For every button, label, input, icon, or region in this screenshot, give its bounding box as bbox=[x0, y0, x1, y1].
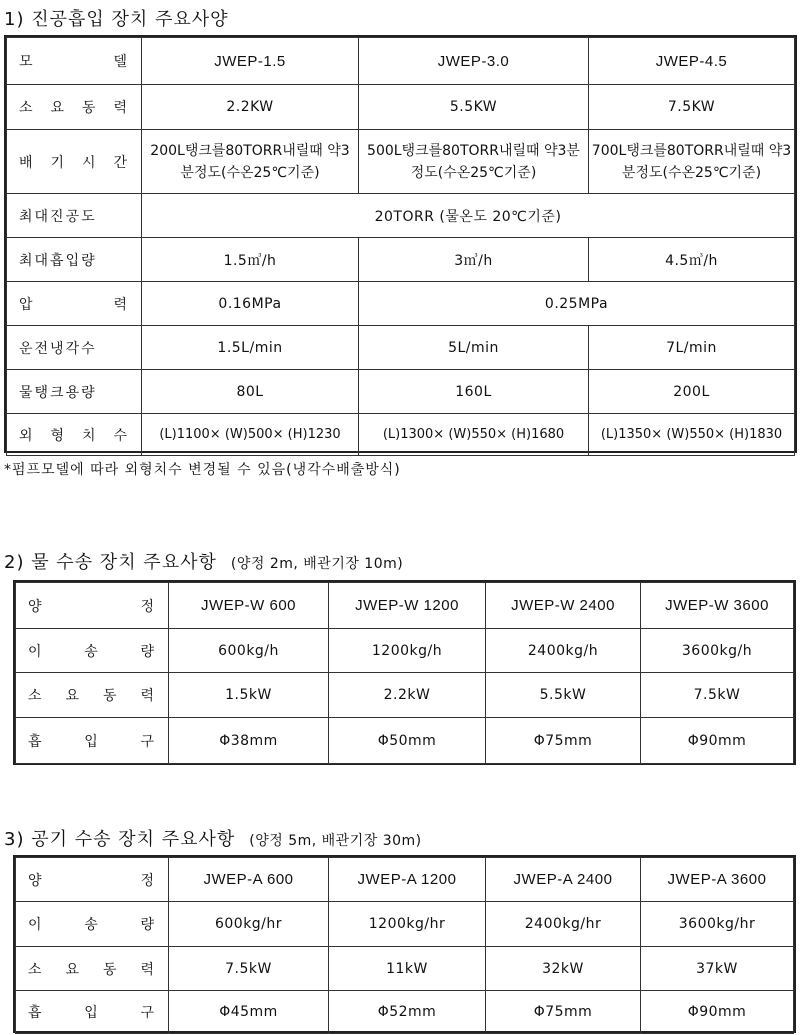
section1-title-text: 1) 진공흡입 장치 주요사양 bbox=[4, 9, 229, 30]
table-cell: 5.5kW bbox=[486, 673, 641, 718]
row-label-inlet: 흡 입 구 bbox=[16, 991, 169, 1034]
row-label-head: 양 정 bbox=[16, 858, 169, 902]
model-cell: JWEP-W 2400 bbox=[486, 583, 641, 629]
table-cell: 5L/min bbox=[359, 326, 589, 370]
table-cell: 3600kg/hr bbox=[641, 902, 794, 947]
table-cell: Φ45mm bbox=[169, 991, 329, 1034]
row-label-max-intake: 최대흡입량 bbox=[7, 238, 142, 282]
table-cell: 1.5kW bbox=[169, 673, 329, 718]
table-cell: 700L탱크를80TORR내릴때 약3분정도(수온25℃기준) bbox=[589, 130, 795, 194]
row-label-head: 양 정 bbox=[16, 583, 169, 629]
table-row bbox=[16, 991, 794, 1034]
section3-subtitle: (양정 5m, 배관기장 30m) bbox=[249, 833, 422, 849]
row-label-power: 소 요 동 력 bbox=[16, 673, 169, 718]
table-cell: Φ50mm bbox=[329, 718, 486, 764]
row-label-exhaust-time: 배 기 시 간 bbox=[7, 130, 142, 194]
table-row bbox=[16, 718, 794, 764]
row-label-flow: 이 송 량 bbox=[16, 902, 169, 947]
section3-title-text: 3) 공기 수송 장치 주요사항 bbox=[4, 829, 236, 850]
table-cell: Φ38mm bbox=[169, 718, 329, 764]
table-row bbox=[7, 326, 795, 370]
table-cell: 1.5L/min bbox=[142, 326, 359, 370]
model-cell: JWEP-A 600 bbox=[169, 858, 329, 902]
table-row bbox=[16, 583, 794, 629]
table-cell: 3600kg/h bbox=[641, 629, 794, 673]
table-cell: 1200kg/hr bbox=[329, 902, 486, 947]
table-cell: 7.5KW bbox=[589, 85, 795, 130]
table-cell: Φ75mm bbox=[486, 991, 641, 1034]
row-label-tank-capacity: 물탱크용량 bbox=[7, 370, 142, 414]
table-cell: 0.25MPa bbox=[359, 282, 795, 326]
model-cell: JWEP-W 1200 bbox=[329, 583, 486, 629]
table-cell: Φ90mm bbox=[641, 718, 794, 764]
table-row bbox=[16, 673, 794, 718]
table-cell: (L)1350× (W)550× (H)1830 bbox=[589, 414, 795, 456]
table-cell: Φ52mm bbox=[329, 991, 486, 1034]
model-cell: JWEP-W 3600 bbox=[641, 583, 794, 629]
footnote: *펌프모델에 따라 외형치수 변경될 수 있음(냉각수배출방식) bbox=[4, 462, 401, 478]
table-cell: 1200kg/h bbox=[329, 629, 486, 673]
vacuum-spec-table bbox=[4, 35, 797, 453]
table-cell: 3㎥/h bbox=[359, 238, 589, 282]
table-row bbox=[16, 629, 794, 673]
section2-title bbox=[4, 548, 403, 574]
model-cell: JWEP-W 600 bbox=[169, 583, 329, 629]
table-row bbox=[7, 414, 795, 456]
row-label-pressure: 압 력 bbox=[7, 282, 142, 326]
row-label-power: 소 요 동 력 bbox=[7, 85, 142, 130]
row-label-power: 소 요 동 력 bbox=[16, 947, 169, 991]
table-cell: 500L탱크를80TORR내릴때 약3분정도(수온25℃기준) bbox=[359, 130, 589, 194]
table-cell: 7.5kW bbox=[641, 673, 794, 718]
row-label-max-vacuum: 최대진공도 bbox=[7, 194, 142, 238]
row-label-dimensions: 외 형 치 수 bbox=[7, 414, 142, 456]
row-label-flow: 이 송 량 bbox=[16, 629, 169, 673]
table-cell: (L)1100× (W)500× (H)1230 bbox=[142, 414, 359, 456]
table-row bbox=[16, 858, 794, 902]
table-cell: 7L/min bbox=[589, 326, 795, 370]
section1-title bbox=[4, 5, 229, 31]
row-label-inlet: 흡 입 구 bbox=[16, 718, 169, 764]
table-cell: 160L bbox=[359, 370, 589, 414]
table-row bbox=[7, 130, 795, 194]
table-cell: 200L bbox=[589, 370, 795, 414]
table-cell: 20TORR (물온도 20℃기준) bbox=[142, 194, 795, 238]
table-row bbox=[7, 85, 795, 130]
water-transport-table bbox=[13, 580, 796, 765]
model-cell: JWEP-A 2400 bbox=[486, 858, 641, 902]
table-cell: 2400kg/h bbox=[486, 629, 641, 673]
table-cell: 2.2KW bbox=[142, 85, 359, 130]
air-transport-table bbox=[13, 855, 796, 1033]
model-cell: JWEP-A 1200 bbox=[329, 858, 486, 902]
table-cell: 7.5kW bbox=[169, 947, 329, 991]
table-cell: Φ75mm bbox=[486, 718, 641, 764]
table-row bbox=[7, 282, 795, 326]
table-cell: 5.5KW bbox=[359, 85, 589, 130]
table-cell: 11kW bbox=[329, 947, 486, 991]
table-cell: 4.5㎥/h bbox=[589, 238, 795, 282]
table-row bbox=[7, 38, 795, 85]
model-cell: JWEP-4.5 bbox=[589, 38, 795, 85]
table-cell: 37kW bbox=[641, 947, 794, 991]
table-cell: 200L탱크를80TORR내릴때 약3분정도(수온25℃기준) bbox=[142, 130, 359, 194]
table-row bbox=[7, 194, 795, 238]
table-cell: 80L bbox=[142, 370, 359, 414]
model-cell: JWEP-3.0 bbox=[359, 38, 589, 85]
section3-title bbox=[4, 825, 422, 851]
table-cell: 600kg/h bbox=[169, 629, 329, 673]
table-cell: 1.5㎥/h bbox=[142, 238, 359, 282]
section2-subtitle: (양정 2m, 배관기장 10m) bbox=[230, 556, 404, 572]
table-cell: (L)1300× (W)550× (H)1680 bbox=[359, 414, 589, 456]
table-cell: 0.16MPa bbox=[142, 282, 359, 326]
table-row bbox=[16, 902, 794, 947]
table-cell: 2.2kW bbox=[329, 673, 486, 718]
model-cell: JWEP-1.5 bbox=[142, 38, 359, 85]
section2-title-text: 2) 물 수송 장치 주요사항 bbox=[4, 552, 217, 573]
table-row bbox=[7, 238, 795, 282]
row-label-model: 모 델 bbox=[7, 38, 142, 85]
table-cell: 32kW bbox=[486, 947, 641, 991]
table-cell: 600kg/hr bbox=[169, 902, 329, 947]
table-cell: Φ90mm bbox=[641, 991, 794, 1034]
row-label-cooling-water: 운전냉각수 bbox=[7, 326, 142, 370]
table-cell: 2400kg/hr bbox=[486, 902, 641, 947]
table-row bbox=[16, 947, 794, 991]
model-cell: JWEP-A 3600 bbox=[641, 858, 794, 902]
table-row bbox=[7, 370, 795, 414]
